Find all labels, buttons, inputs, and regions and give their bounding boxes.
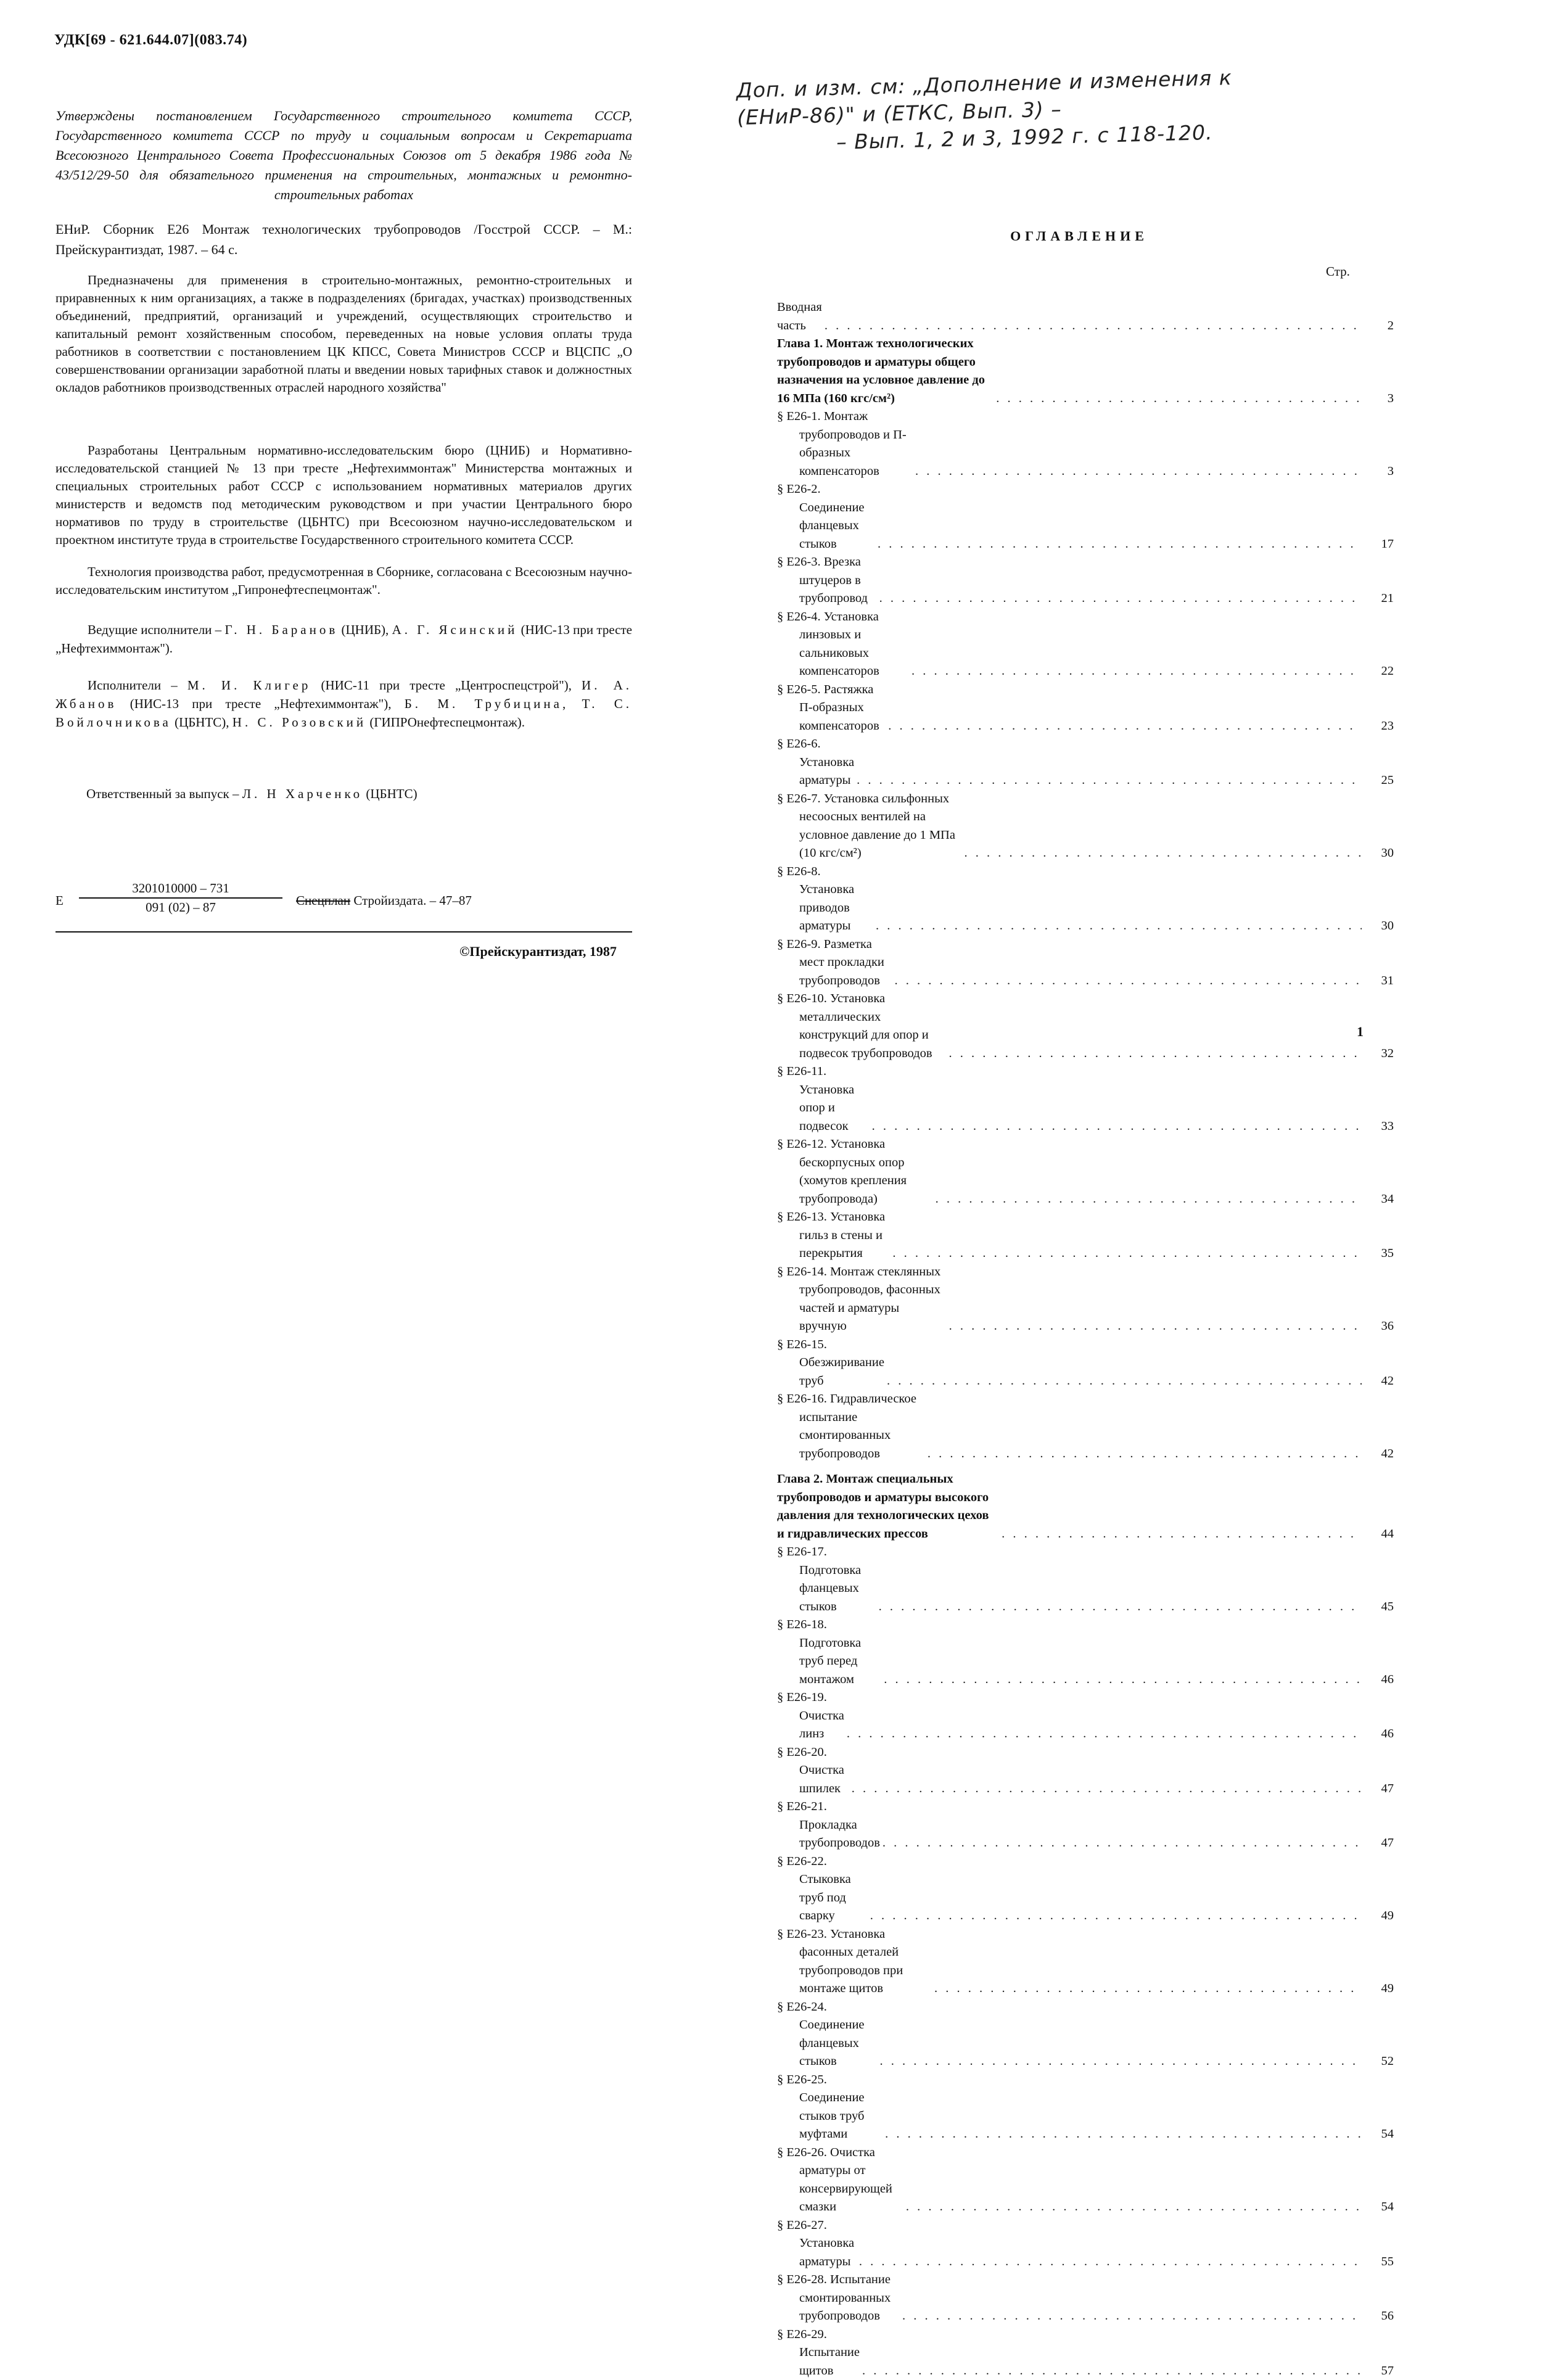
- toc-leader-dots: [965, 844, 1362, 863]
- toc-entry: [777, 2071, 1394, 2144]
- toc-entry: [777, 408, 1394, 480]
- responsible-name: Л. Н Харченко: [242, 786, 363, 801]
- lead-performers: [56, 620, 632, 657]
- toc-entry-label: § Е26-3. Врезка штуцеров в трубопровод: [777, 553, 879, 608]
- toc-leader-dots: [906, 2198, 1362, 2217]
- toc-entry-page: 17: [1362, 535, 1394, 554]
- plan-reference: [296, 893, 472, 908]
- index-numerator: 3201010000 – 731: [79, 881, 282, 899]
- toc-entry: [777, 2271, 1394, 2326]
- toc-entry-page: 22: [1362, 662, 1394, 681]
- toc-entry-page: 35: [1362, 1245, 1394, 1263]
- toc-leader-dots: [847, 1725, 1362, 1744]
- toc-entry: [777, 681, 1394, 736]
- toc-leader-dots: [857, 772, 1362, 790]
- index-letter: Е: [56, 893, 64, 908]
- copyright: ©Прейскурантиздат, 1987: [459, 944, 617, 960]
- toc-leader-dots: [878, 535, 1362, 554]
- toc-entry-label: Глава 2. Монтаж специальных трубопроводов и арматуры высокого давления для технологических цехов и гидравлических прессов: [777, 1470, 1002, 1543]
- responsible-affiliation: (ЦБНТС): [363, 786, 417, 801]
- toc-entry: [777, 1390, 1394, 1463]
- performer-name: Н. С. Розовский: [232, 715, 366, 730]
- toc-entry-label: § Е26-7. Установка сильфонных несоосных вентилей на условное давление до 1 МПа (10 кгс/см²): [777, 790, 965, 863]
- divider-line: [56, 931, 632, 933]
- toc-entry-label: § Е26-4. Установка линзовых и сальниковых компенсаторов: [777, 608, 911, 681]
- toc-leader-dots: [825, 317, 1362, 336]
- toc-entry-page: 23: [1362, 717, 1394, 736]
- toc-entry-label: § Е26-16. Гидравлическое испытание смонтированных трубопроводов: [777, 1390, 928, 1463]
- toc-entry-label: § Е26-10. Установка металлических конструкций для опор и подвесок трубопроводов: [777, 990, 949, 1063]
- toc-leader-dots: [883, 1834, 1362, 1853]
- toc-entry-page: 34: [1362, 1190, 1394, 1209]
- toc-entry-label: § Е26-26. Очистка арматуры от консервирующей смазки: [777, 2144, 906, 2217]
- toc-leader-dots: [949, 1045, 1362, 1063]
- toc-entry-label: § Е26-24. Соединение фланцевых стыков: [777, 1998, 879, 2071]
- toc-title: ОГЛАВЛЕНИЕ: [786, 228, 1372, 244]
- purpose-paragraph: Предназначены для применения в строительно-монтажных, ремонтно-строительных и приравненных к ним организациях, а также в подразделениях (бригадах, участках) производственных объединений, предприятий, организаций и учреждений, осуществляющих строительство и капитальный ремонт хозяйственным способом, переведенных на новые условия оплаты труда работников в соответствии с постановлением ЦК КПСС, Совета Министров СССР и ВЦСПС „О совершенствовании организации заработной платы и введении новых тарифных ставок и должностных окладов работников производственных отраслей народного хозяйства": [56, 271, 632, 397]
- toc-leader-dots: [879, 590, 1362, 608]
- toc-entry: [777, 1998, 1394, 2071]
- toc-leader-dots: [949, 1317, 1362, 1336]
- toc-entry-page: 54: [1362, 2198, 1394, 2217]
- toc-leader-dots: [1002, 1525, 1362, 1544]
- toc-entry-label: § Е26-12. Установка бескорпусных опор (хомутов крепления трубопровода): [777, 1135, 936, 1208]
- lead-name: А. Г. Ясинский: [392, 622, 518, 637]
- toc-leader-dots: [934, 1980, 1362, 1998]
- performer-affiliation: (ЦБНТС),: [171, 715, 232, 730]
- toc-entry-page: 47: [1362, 1780, 1394, 1798]
- toc-entry-page: 25: [1362, 772, 1394, 790]
- table-of-contents: [777, 299, 1394, 2380]
- performer-name: Т. С. Войлочникова: [56, 696, 632, 730]
- handwritten-line: (ЕНиР-86)" и (ЕТКС, Вып. 3) –: [737, 88, 1354, 131]
- toc-entry-label: § Е26-27. Установка арматуры: [777, 2217, 859, 2271]
- toc-entry: [777, 299, 1394, 335]
- toc-entry: [777, 335, 1394, 408]
- publication-index: [56, 876, 632, 925]
- toc-entry-label: § Е26-25. Соединение стыков труб муфтами: [777, 2071, 885, 2144]
- developers-paragraph: Разработаны Центральным нормативно-исследовательским бюро (ЦНИБ) и Нормативно-исследовательской станцией № 13 при тресте „Нефтехиммонтаж" Министерства монтажных и специальных строительных работ СССР с использованием нормативных материалов других министерств и ведомств под методическим руководством и при участии Центрального бюро нормативов по труду в строительстве (ЦБНТС) при Всесоюзном научно-исследовательском и проектном институте труда в строительстве Государственного строительного комитета СССР.: [56, 442, 632, 549]
- toc-entry: [777, 1135, 1394, 1208]
- toc-entry-label: § Е26-14. Монтаж стеклянных трубопроводов, фасонных частей и арматуры вручную: [777, 1263, 949, 1336]
- plan-text: Стройиздата. – 47–87: [350, 893, 472, 908]
- toc-entry-label: § Е26-18. Подготовка труб перед монтажом: [777, 1616, 884, 1689]
- toc-entry-label: Глава 1. Монтаж технологических трубопроводов и арматуры общего назначения на условное давление до 16 МПа (160 кгс/см²): [777, 335, 996, 408]
- toc-entry: [777, 790, 1394, 863]
- toc-entry-page: 46: [1362, 1671, 1394, 1689]
- toc-entry-page: 49: [1362, 1907, 1394, 1925]
- lead-prefix: Ведущие исполнители –: [88, 622, 224, 637]
- toc-entry-page: 21: [1362, 590, 1394, 608]
- toc-leader-dots: [862, 2362, 1362, 2380]
- toc-entry-page: 57: [1362, 2362, 1394, 2380]
- toc-entry: [777, 2326, 1394, 2380]
- toc-entry-page: 3: [1362, 463, 1394, 481]
- performer-affiliation: (НИС-13 при тресте „Нефтехиммонтаж"),: [117, 696, 404, 711]
- toc-entry-label: Вводная часть: [777, 299, 825, 335]
- toc-entry-page: 47: [1362, 1834, 1394, 1853]
- toc-leader-dots: [879, 1598, 1362, 1616]
- toc-leader-dots: [894, 972, 1362, 990]
- toc-entry-page: 55: [1362, 2253, 1394, 2271]
- handwritten-line: Доп. и изм. см: „Дополнение и изменения к: [736, 61, 1353, 104]
- toc-entry: [777, 608, 1394, 681]
- toc-entry-label: § Е26-5. Растяжка П-образных компенсаторов: [777, 681, 888, 736]
- toc-entry-page: 49: [1362, 1980, 1394, 1998]
- toc-entry-label: § Е26-23. Установка фасонных деталей трубопроводов при монтаже щитов: [777, 1925, 934, 1998]
- performer-name: И. А. Жбанов: [56, 678, 632, 711]
- udk-code: УДК[69 - 621.644.07](083.74): [54, 32, 247, 49]
- toc-leader-dots: [879, 2053, 1362, 2071]
- toc-leader-dots: [884, 1671, 1362, 1689]
- toc-entry-label: § Е26-1. Монтаж трубопроводов и П-образных компенсаторов: [777, 408, 915, 480]
- index-denominator: 091 (02) – 87: [79, 899, 282, 915]
- toc-leader-dots: [936, 1190, 1362, 1209]
- toc-entry-page: 3: [1362, 390, 1394, 408]
- index-fraction: [79, 881, 282, 915]
- responsible-prefix: Ответственный за выпуск –: [86, 786, 242, 801]
- toc-entry-page: 30: [1362, 917, 1394, 936]
- toc-entry-page: 31: [1362, 972, 1394, 990]
- toc-entry: [777, 1263, 1394, 1336]
- technology-paragraph: Технология производства работ, предусмотренная в Сборнике, согласована с Всесоюзным научно-исследовательским институтом „Гипронефтеспецмонтаж".: [56, 563, 632, 599]
- toc-entry: [777, 1616, 1394, 1689]
- lead-affiliation: (ЦНИБ),: [338, 622, 392, 637]
- performer-name: М. И. Клигер: [187, 678, 311, 693]
- toc-leader-dots: [888, 717, 1362, 736]
- toc-page-header: Стр.: [1326, 264, 1350, 279]
- toc-leader-dots: [859, 2253, 1362, 2271]
- toc-entry-label: § Е26-15. Обезжиривание труб: [777, 1336, 887, 1391]
- toc-entry-label: § Е26-22. Стыковка труб под сварку: [777, 1853, 870, 1925]
- performer-affiliation: (ГИПРОнефтеспецмонтаж).: [366, 715, 525, 730]
- toc-entry-label: § Е26-21. Прокладка трубопроводов: [777, 1798, 883, 1853]
- toc-entry-page: 42: [1362, 1445, 1394, 1464]
- bibliographic-record: ЕНиР. Сборник Е26 Монтаж технологических трубопроводов /Госстрой СССР. – М.: Прейскурантиздат, 1987. – 64 с.: [56, 219, 632, 260]
- toc-entry: [777, 735, 1394, 790]
- toc-leader-dots: [870, 1907, 1362, 1925]
- toc-entry-label: § Е26-13. Установка гильз в стены и перекрытия: [777, 1208, 892, 1263]
- toc-entry-page: 30: [1362, 844, 1394, 863]
- toc-entry-page: 44: [1362, 1525, 1394, 1544]
- toc-entry-page: 46: [1362, 1725, 1394, 1744]
- toc-entry-page: 42: [1362, 1372, 1394, 1391]
- toc-entry: [777, 1470, 1394, 1543]
- toc-entry-page: 56: [1362, 2307, 1394, 2326]
- toc-entry-label: § Е26-11. Установка опор и подвесок: [777, 1063, 872, 1135]
- toc-leader-dots: [852, 1780, 1362, 1798]
- toc-entry: [777, 936, 1394, 990]
- toc-entry: [777, 1063, 1394, 1135]
- toc-entry-label: § Е26-8. Установка приводов арматуры: [777, 863, 876, 936]
- toc-entry: [777, 990, 1394, 1063]
- toc-entry: [777, 1925, 1394, 1998]
- toc-entry-page: 54: [1362, 2125, 1394, 2144]
- toc-entry-page: 32: [1362, 1045, 1394, 1063]
- handwritten-line: – Вып. 1, 2 и 3, 1992 г. с 118-120.: [738, 115, 1355, 159]
- toc-entry-page: 2: [1362, 317, 1394, 336]
- toc-leader-dots: [902, 2307, 1362, 2326]
- page-number: 1: [1357, 1024, 1364, 1040]
- toc-leader-dots: [876, 917, 1362, 936]
- toc-entry: [777, 553, 1394, 608]
- performers: [56, 676, 632, 731]
- toc-leader-dots: [892, 1245, 1362, 1263]
- toc-entry: [777, 1543, 1394, 1616]
- toc-entry-label: § Е26-2. Соединение фланцевых стыков: [777, 480, 878, 553]
- toc-entry: [777, 1336, 1394, 1391]
- toc-entry: [777, 1798, 1394, 1853]
- toc-entry: [777, 1853, 1394, 1925]
- toc-entry: [777, 480, 1394, 553]
- performer-name: Б. М. Трубицина,: [405, 696, 569, 711]
- toc-entry-label: § Е26-29. Испытание щитов: [777, 2326, 862, 2380]
- toc-entry-page: 52: [1362, 2053, 1394, 2071]
- toc-entry: [777, 1689, 1394, 1744]
- approval-statement: Утверждены постановлением Государственного строительного комитета СССР, Государственного комитета СССР по труду и социальным вопросам и Секретариата Всесоюзного Центрального Совета Профессиональных Союзов от 5 декабря 1986 года № 43/512/29-50 для обязательного применения на строительных, монтажных и ремонтно-строительных работах: [56, 106, 632, 205]
- toc-leader-dots: [928, 1445, 1362, 1464]
- performer-separator: [569, 696, 582, 711]
- lead-name: Г. Н. Баранов: [224, 622, 338, 637]
- toc-entry: [777, 1744, 1394, 1798]
- toc-entry-page: 36: [1362, 1317, 1394, 1336]
- toc-leader-dots: [996, 390, 1362, 408]
- struck-word: Снецплан: [296, 893, 350, 908]
- toc-leader-dots: [885, 2125, 1362, 2144]
- toc-leader-dots: [911, 662, 1362, 681]
- toc-entry-label: § Е26-6. Установка арматуры: [777, 735, 857, 790]
- lead-affiliation: (НИС-13 при тресте „Нефтехиммонтаж").: [56, 622, 632, 656]
- toc-entry-page: 45: [1362, 1598, 1394, 1616]
- toc-entry-page: 33: [1362, 1118, 1394, 1136]
- performers-prefix: Исполнители –: [88, 678, 187, 693]
- toc-entry-label: § Е26-19. Очистка линз: [777, 1689, 847, 1744]
- toc-leader-dots: [872, 1118, 1362, 1136]
- performer-affiliation: (НИС-11 при тресте „Центроспецстрой"),: [311, 678, 582, 693]
- toc-leader-dots: [915, 463, 1362, 481]
- toc-entry-label: § Е26-9. Разметка мест прокладки трубопроводов: [777, 936, 894, 990]
- toc-entry-label: § Е26-28. Испытание смонтированных трубопроводов: [777, 2271, 902, 2326]
- toc-entry: [777, 1208, 1394, 1263]
- toc-leader-dots: [887, 1372, 1362, 1391]
- toc-entry: [777, 2144, 1394, 2217]
- toc-entry: [777, 2217, 1394, 2271]
- toc-entry-label: § Е26-17. Подготовка фланцевых стыков: [777, 1543, 879, 1616]
- handwritten-note: [736, 61, 1354, 159]
- toc-entry-label: § Е26-20. Очистка шпилек: [777, 1744, 852, 1798]
- toc-entry: [777, 863, 1394, 936]
- responsible-editor: [86, 786, 418, 802]
